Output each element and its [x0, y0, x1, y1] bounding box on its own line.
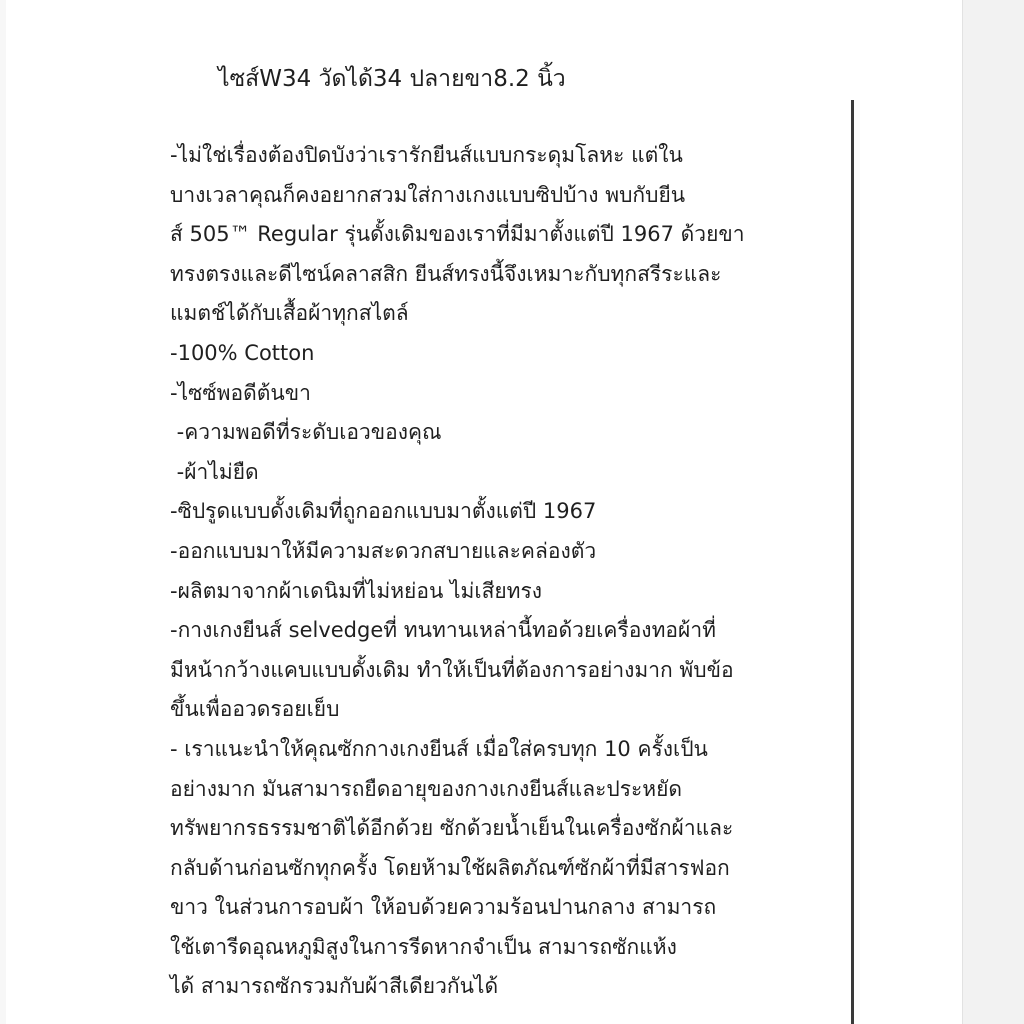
text-line: -ออกแบบมาให้มีความสะดวกสบายและคล่องตัว — [170, 538, 597, 563]
text-line: -ซิปรูดแบบดั้งเดิมที่ถูกออกแบบมาตั้งแต่ปี 1967 — [170, 499, 597, 524]
text-line: ขึ้นเพื่ออวดรอยเย็บ — [170, 697, 340, 722]
text-line: ทรงตรงและดีไซน์คลาสสิก ยีนส์ทรงนี้จึงเหมาะกับทุกสรีระและ — [170, 261, 722, 286]
text-line: -ผ้าไม่ยืด — [170, 459, 259, 484]
text-line: ทรัพยากรธรรมชาติได้อีกด้วย ซักด้วยน้ำเย็นในเครื่องซักผ้าและ — [170, 816, 734, 841]
text-line: ได้ สามารถซักรวมกับผ้าสีเดียวกันได้ — [170, 974, 499, 999]
page-right-margin-strip — [962, 0, 1024, 1024]
vertical-divider-line — [851, 100, 854, 1024]
text-line: บางเวลาคุณก็คงอยากสวมใส่กางเกงแบบซิปบ้าง พบกับยีน — [170, 182, 686, 207]
text-line: -ผลิตมาจากผ้าเดนิมที่ไม่หย่อน ไม่เสียทรง — [170, 578, 543, 603]
size-heading: ไซส์W34 วัดได้34 ปลายขา8.2 นิ้ว — [218, 66, 566, 92]
text-line: มีหน้ากว้างแคบแบบดั้งเดิม ทำให้เป็นที่ต้องการอย่างมาก พับข้อ — [170, 657, 734, 682]
text-line: ใช้เตารีดอุณหภูมิสูงในการรีดหากจำเป็น สามารถซักแห้ง — [170, 934, 677, 959]
text-line: - เราแนะนำให้คุณซักกางเกงยีนส์ เมื่อใส่ครบทุก 10 ครั้งเป็น — [170, 736, 708, 761]
text-line: ส์ 505™ Regular รุ่นดั้งเดิมของเราที่มีมาตั้งแต่ปี 1967 ด้วยขา — [170, 222, 745, 247]
product-description — [170, 136, 850, 1007]
text-line: ขาว ในส่วนการอบผ้า ให้อบด้วยความร้อนปานกลาง สามารถ — [170, 895, 717, 920]
text-line: กลับด้านก่อนซักทุกครั้ง โดยห้ามใช้ผลิตภัณฑ์ซักผ้าที่มีสารฟอก — [170, 855, 730, 880]
text-line: แมตช์ได้กับเสื้อผ้าทุกสไตล์ — [170, 301, 409, 326]
text-line: -ความพอดีที่ระดับเอวของคุณ — [170, 420, 442, 445]
text-line: อย่างมาก มันสามารถยืดอายุของกางเกงยีนส์และประหยัด — [170, 776, 683, 801]
text-line: -กางเกงยีนส์ selvedgeที่ ทนทานเหล่านี้ทอด้วยเครื่องทอผ้าที่ — [170, 618, 716, 643]
text-line: -ไม่ใช่เรื่องต้องปิดบังว่าเรารักยีนส์แบบกระดุมโลหะ แต่ใน — [170, 143, 683, 167]
page-left-edge — [0, 0, 6, 1024]
text-line: -100% Cotton — [170, 340, 315, 365]
text-line: -ไซซ์พอดีต้นขา — [170, 380, 311, 405]
